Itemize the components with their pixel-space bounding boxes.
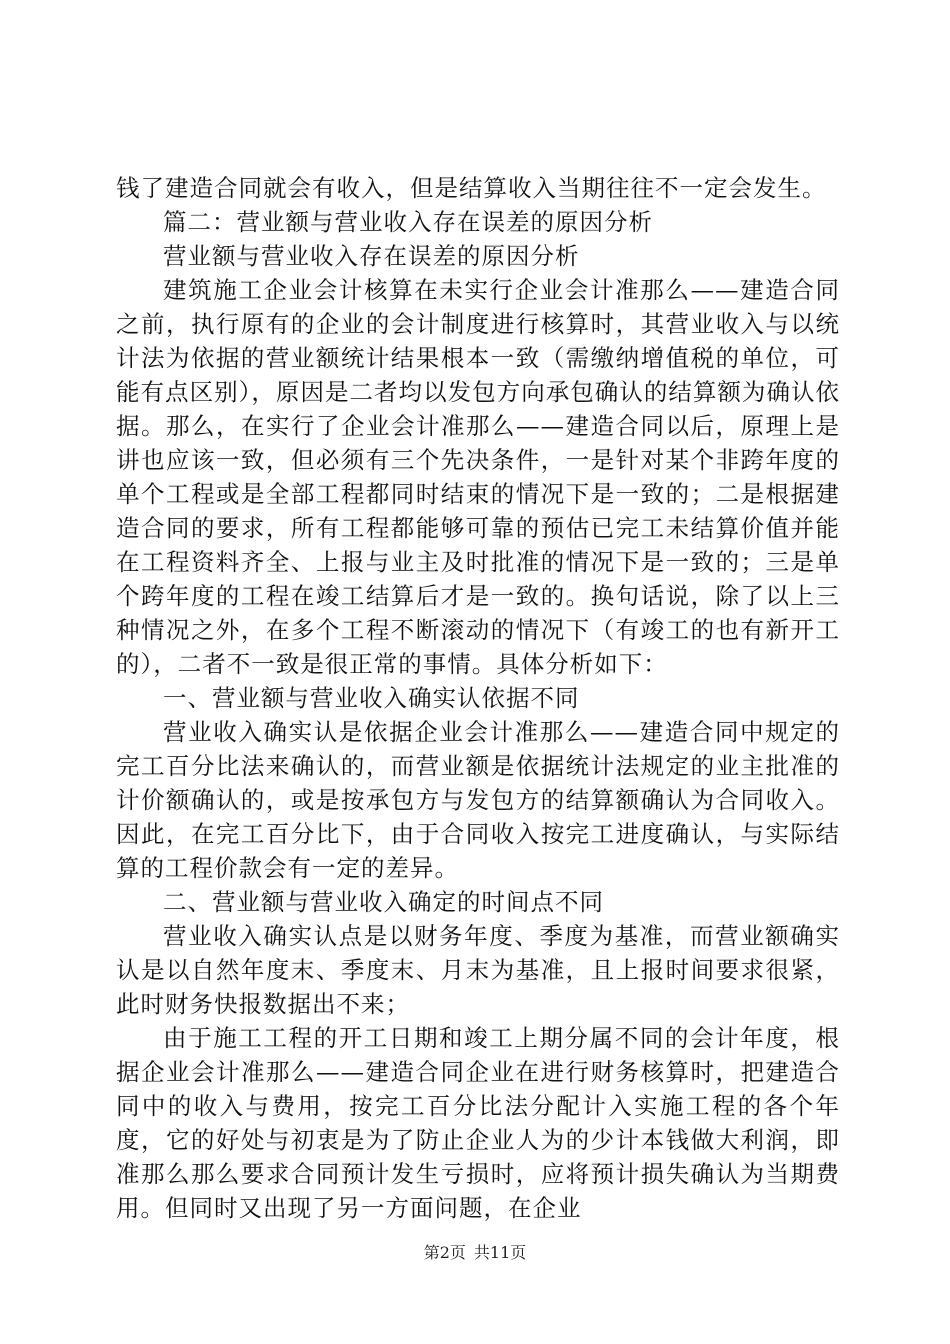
subheading-basis: 一、营业额与营业收入确实认依据不同: [163, 684, 580, 712]
paragraph-continued: 钱了建造合同就会有收入，但是结算收入当期往往不一定会发生。: [116, 174, 827, 202]
page-number: 第2页: [423, 1243, 466, 1262]
document-body: [116, 171, 840, 1225]
subheading-timing: 二、营业额与营业收入确定的时间点不同: [163, 888, 604, 916]
paragraph-timing: 营业收入确实认点是以财务年度、季度为基准，而营业额确实认是以自然年度末、季度末、月末为基准，且上报时间要求很紧，此时财务快报数据出不来；: [116, 922, 840, 1018]
page-total: 共11页: [473, 1243, 527, 1262]
section-heading-part-two: 篇二：营业额与营业收入存在误差的原因分析: [163, 208, 653, 236]
paragraph-intro: 建筑施工企业会计核算在未实行企业会计准那么——建造合同之前，执行原有的企业的会计制度进行核算时，其营业收入与以统计法为依据的营业额统计结果根本一致（需缴纳增值税的单位，可能有点区别），原因是二者均以发包方向承包确认的结算额为确认依据。那么，在实行了企业会计准那么——建造合同以后，原理上是讲也应该一致，但必须有三个先决条件，一是针对某个非跨年度的单个工程或是全部工程都同时结束的情况下是一致的；二是根据建造合同的要求，所有工程都能够可靠的预估已完工未结算价值并能在工程资料齐全、上报与业主及时批准的情况下是一致的；三是单个跨年度的工程在竣工结算后才是一致的。换句话说，除了以上三种情况之外，在多个工程不断滚动的情况下（有竣工的也有新开工的），二者不一致是很正常的事情。具体分析如下：: [116, 276, 840, 678]
article-title: 营业额与营业收入存在误差的原因分析: [163, 242, 580, 270]
paragraph-fiscal-years: 由于施工工程的开工日期和竣工上期分属不同的会计年度，根据企业会计准那么——建造合同企业在进行财务核算时，把建造合同中的收入与费用，按完工百分比法分配计入实施工程的各个年度，它的好处与初衷是为了防止企业人为的少计本钱做大利润，即准那么那么要求合同预计发生亏损时，应将预计损失确认为当期费用。但同时又出现了另一方面问题，在企业: [116, 1024, 840, 1222]
page-footer: [0, 1243, 950, 1263]
paragraph-basis: 营业收入确实认是依据企业会计准那么——建造合同中规定的完工百分比法来确认的，而营业额是依据统计法规定的业主批准的计价额确认的，或是按承包方与发包方的结算额确认为合同收入。因此，在完工百分比下，由于合同收入按完工进度确认，与实际结算的工程价款会有一定的差异。: [116, 718, 840, 882]
